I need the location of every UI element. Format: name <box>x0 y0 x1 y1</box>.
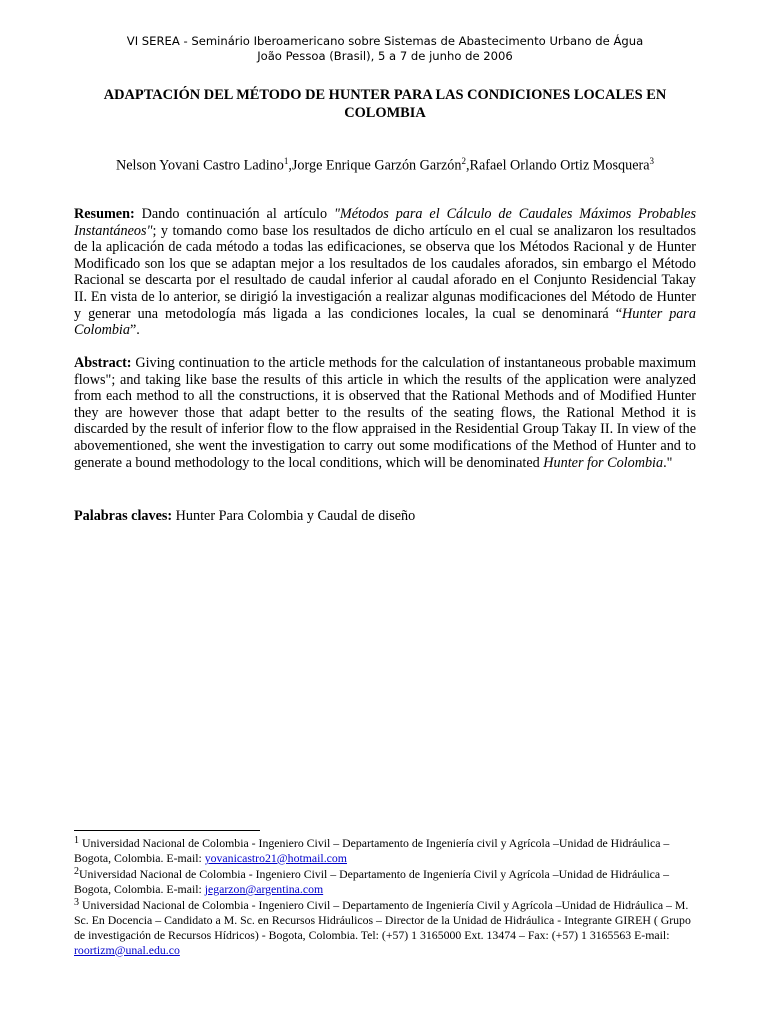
resumen-label: Resumen: <box>74 206 135 222</box>
keywords-text: Hunter Para Colombia y Caudal de diseño <box>172 508 416 524</box>
author-affiliation-mark: 3 <box>649 156 655 166</box>
conference-location-date: João Pessoa (Brasil), 5 a 7 de junho de 2006 <box>257 49 513 63</box>
footnote-text: Universidad Nacional de Colombia - Ingeniero Civil – Departamento de Ingeniería civil y Agrícola –Unidad de Hidráulica –Bogota, Colombia. E-mail: <box>74 836 670 865</box>
conference-header <box>74 34 696 64</box>
footnote-2 <box>74 867 696 896</box>
footnote-separator <box>74 830 260 831</box>
author-name: ,Jorge Enrique Garzón Garzón <box>288 157 462 174</box>
abstract-paragraph <box>74 355 696 471</box>
resumen-end: ”. <box>129 322 140 339</box>
abstract-body: Giving continuation to the article methods for the calculation of instantaneous probable maximum flows"; and taking like base the results of this article in which the results of the application were analyzed from each method to all the constructions, it is observed that the Rational Methods and of Modified Hunter they are however those that adapt better to the results of the seating flows, the Rational Method it is discarded by the result of inferior flow to the flow appraised in the Residential Group Takay II. In view of the abovementioned, she went the investigation to carry out some modifications of the Method of Hunter and to generate a bound methodology to the local conditions, which will be denominated <box>74 355 696 471</box>
author-affiliation-mark: 1 <box>283 156 289 166</box>
resumen-body: ; y tomando como base los resultados de dicho artículo en el cual se analizaron los resultados de la aplicación de cada método a todas las edificaciones, se observa que los Métodos Racional y de Hunter Modificado son los que se adaptan mejor a los resultados de los caudales aforados, sin embargo el Método Racional se descarta por el resultado de caudal inferior al caudal aforado en el Conjunto Residencial Takay II. En vista de lo anterior, se dirigió la investigación a realizar algunas modificaciones del Método de Hunter y generar una metodología más ligada a las condiciones locales, la cual se denominará “ <box>74 222 696 322</box>
keywords-label: Palabras claves: <box>74 508 173 524</box>
paper-title-line-2: COLOMBIA <box>344 105 426 121</box>
footnote-1 <box>74 836 696 865</box>
footnote-mark: 1 <box>74 835 79 846</box>
email-link[interactable]: yovanicastro21@hotmail.com <box>204 850 347 865</box>
resumen-cited-title: "Métodos para el Cálculo de Caudales Máximos Probables Instantáneos" <box>74 206 696 239</box>
footnote-text: Universidad Nacional de Colombia - Ingeniero Civil – Departamento de Ingeniería Civil y Agrícola –Unidad de Hidráulica –Bogota, Colombia. E-mail: <box>74 867 669 896</box>
footnote-mark: 3 <box>74 897 79 909</box>
author-list <box>74 152 696 175</box>
author-name: ,Rafael Orlando Ortiz Mosquera <box>465 157 650 174</box>
author-name: Nelson Yovani Castro Ladino <box>115 157 284 174</box>
footnotes <box>74 836 696 959</box>
resumen-method-name: Hunter para Colombia <box>74 305 696 339</box>
email-link[interactable]: roortizm@unal.edu.co <box>74 942 180 957</box>
footnote-mark: 2 <box>74 866 79 878</box>
resumen-paragraph <box>74 206 696 339</box>
abstract-method-name: Hunter for Colombia <box>543 454 664 471</box>
conference-name: VI SEREA - Seminário Iberoamericano sobre Sistemas de Abastecimento Urbano de Água <box>126 34 644 48</box>
abstract-label: Abstract: <box>74 355 132 371</box>
keywords-line <box>74 508 415 525</box>
email-link[interactable]: jegarzon@argentina.com <box>204 881 324 896</box>
abstract-end: ." <box>663 454 673 471</box>
paper-title <box>74 86 696 122</box>
footnote-3 <box>74 898 696 957</box>
footnote-text: Universidad Nacional de Colombia - Ingeniero Civil – Departamento de Ingeniería Civil y Agrícola –Unidad de Hidráulica – M. Sc. En Docencia – Candidato a M. Sc. en Recursos Hidráulicos – Director de la Unidad de Hidráulica - Integrante GIREH ( Grupo de investigación de Recursos Hídricos) - Bogota, Colombia. Tel: (+57) 1 3165000 Ext. 13474 – Fax: (+57) 1 3165563 E-mail: <box>74 898 691 942</box>
author-affiliation-mark: 2 <box>461 156 466 166</box>
resumen-lead: Dando continuación al artículo <box>134 206 334 222</box>
paper-title-line-1: ADAPTACIÓN DEL MÉTODO DE HUNTER PARA LAS CONDICIONES LOCALES EN <box>103 87 667 103</box>
